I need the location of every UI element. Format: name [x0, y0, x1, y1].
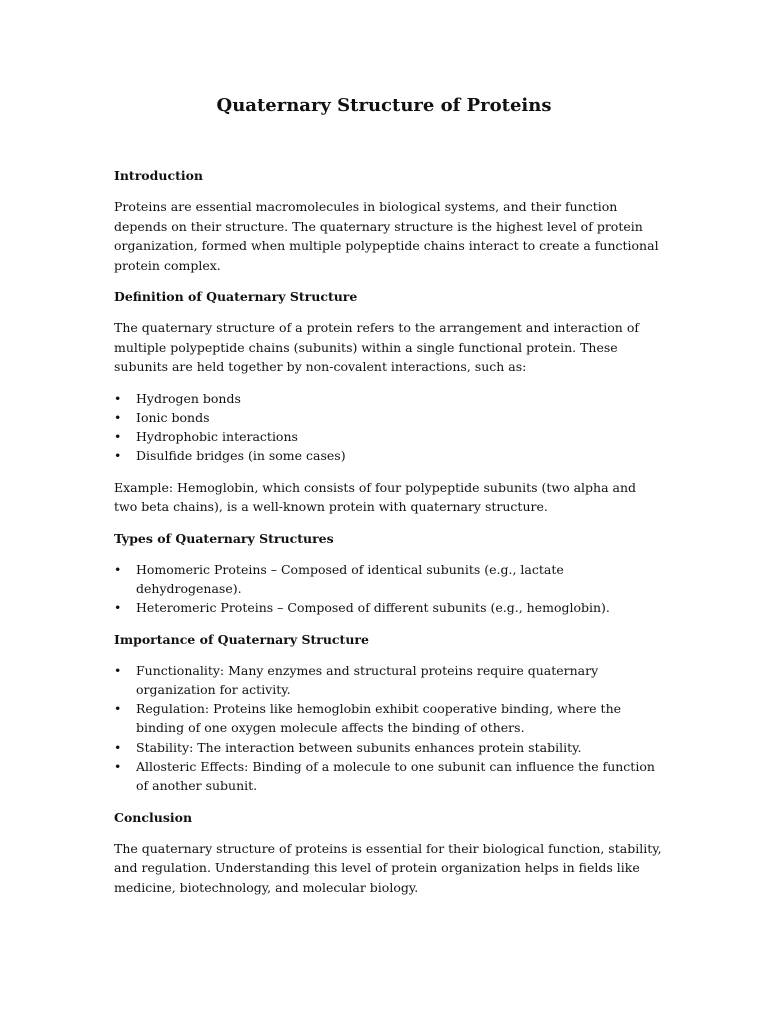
introduction-heading: Introduction [114, 168, 204, 183]
types-heading: Types of Quaternary Structures [114, 530, 334, 546]
list-item [114, 408, 662, 427]
example-paragraph: Example: Hemoglobin, which consists of four polypeptide subunits (two alpha and two beta chains), is a well-known protein with quaternary structure. [114, 479, 637, 515]
bullet-icon: • [114, 390, 122, 406]
list-item-text: Regulation: Proteins like hemoglobin exhibit cooperative binding, where the binding of one oxygen molecule affects the binding of others. [136, 701, 622, 736]
bullet-icon: • [114, 759, 122, 775]
bullet-icon: • [114, 600, 122, 616]
definition-heading: Definition of Quaternary Structure [114, 289, 358, 304]
conclusion-heading: Conclusion [114, 809, 193, 825]
list-item [114, 661, 662, 700]
conclusion-paragraph: The quaternary structure of proteins is essential for their biological function, stability, and regulation. Understanding this level of protein organization helps in fields like medicine, biotechnology, and molecular biology. [114, 840, 662, 895]
bullet-icon: • [114, 662, 122, 678]
document-body [114, 166, 662, 909]
list-item-text: Disulfide bridges (in some cases) [136, 448, 346, 464]
bullet-icon: • [114, 429, 122, 445]
bullet-icon: • [114, 701, 122, 717]
definition-paragraph: The quaternary structure of a protein refers to the arrangement and interaction of multiple polypeptide chains (subunits) within a single functional protein. These subunits are held together by non-covalent interactions, such as: [114, 320, 639, 374]
list-item-text: Stability: The interaction between subunits enhances protein stability. [136, 739, 582, 755]
list-item-text: Hydrogen bonds [136, 390, 241, 406]
list-item [114, 738, 662, 757]
bullet-icon: • [114, 739, 122, 755]
importance-heading: Importance of Quaternary Structure [114, 631, 369, 647]
bullet-icon: • [114, 409, 122, 425]
list-item [114, 427, 662, 446]
list-item-text: Functionality: Many enzymes and structural proteins require quaternary organization for activity. [136, 662, 599, 697]
list-item [114, 560, 662, 599]
importance-list [114, 661, 662, 796]
types-list [114, 560, 662, 618]
list-item [114, 446, 662, 465]
interaction-list [114, 389, 662, 466]
list-item [114, 389, 662, 408]
list-item [114, 757, 662, 796]
list-item-text: Homomeric Proteins – Composed of identical subunits (e.g., lactate dehydrogenase). [136, 561, 564, 596]
list-item [114, 598, 662, 617]
document-title: Quaternary Structure of Proteins [216, 95, 552, 116]
bullet-icon: • [114, 448, 122, 464]
bullet-icon: • [114, 561, 122, 577]
list-item-text: Ionic bonds [136, 409, 210, 425]
list-item-text: Allosteric Effects: Binding of a molecule to one subunit can influence the function of another subunit. [136, 759, 655, 794]
list-item [114, 699, 662, 738]
introduction-paragraph: Proteins are essential macromolecules in biological systems, and their function depends on their structure. The quaternary structure is the highest level of protein organization, formed when multiple polypeptide chains interact to create a functional protein complex. [114, 199, 659, 273]
list-item-text: Hydrophobic interactions [136, 429, 298, 445]
list-item-text: Heteromeric Proteins – Composed of different subunits (e.g., hemoglobin). [136, 600, 610, 616]
